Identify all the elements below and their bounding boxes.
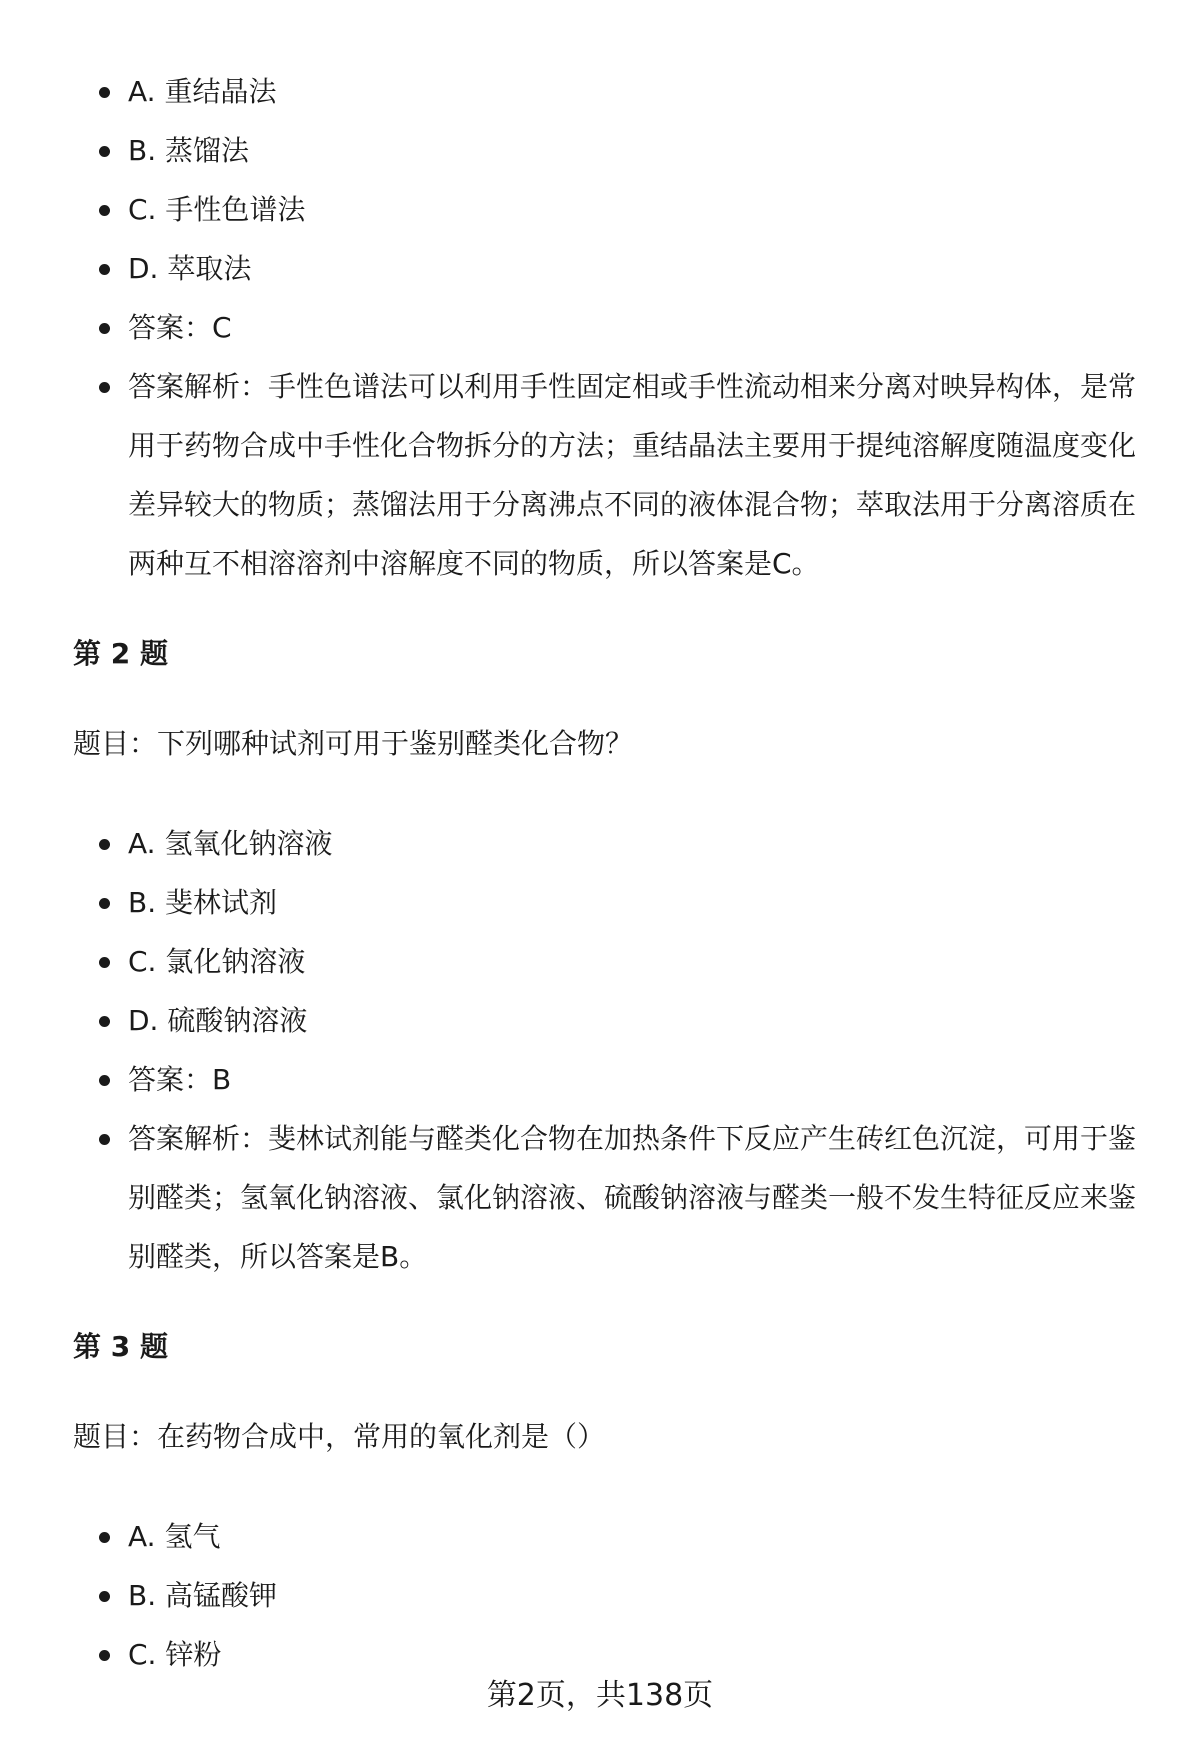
q2-title: 第 2 题: [73, 637, 168, 670]
q3-option-a: A. 氢气: [73, 1507, 1153, 1566]
q3-stem: 题目：在药物合成中，常用的氧化剂是（）: [73, 1420, 606, 1453]
q2-option-d: D. 硫酸钠溶液: [73, 991, 1153, 1050]
document-page: [73, 62, 1153, 1684]
q2-option-a: A. 氢氧化钠溶液: [73, 814, 1153, 873]
q1-option-b: B. 蒸馏法: [73, 121, 1153, 180]
q3-option-c: C. 锌粉: [73, 1625, 1153, 1684]
q1-option-a: A. 重结晶法: [73, 62, 1153, 121]
q3-option-b: B. 高锰酸钾: [73, 1566, 1153, 1625]
q2-stem: 题目：下列哪种试剂可用于鉴别醛类化合物？: [73, 727, 634, 760]
q1-options-list: [73, 62, 1153, 593]
q1-option-d: D. 萃取法: [73, 239, 1153, 298]
q2-explanation: 答案解析：斐林试剂能与醛类化合物在加热条件下反应产生砖红色沉淀，可用于鉴别醛类；氢氧化钠溶液、氯化钠溶液、硫酸钠溶液与醛类一般不发生特征反应来鉴别醛类，所以答案是B。: [73, 1109, 1153, 1286]
q1-option-c: C. 手性色谱法: [73, 180, 1153, 239]
q2-answer: 答案：B: [73, 1050, 1153, 1109]
q2-options-list: [73, 814, 1153, 1286]
q2-option-c: C. 氯化钠溶液: [73, 932, 1153, 991]
q2-option-b: B. 斐林试剂: [73, 873, 1153, 932]
q1-answer: 答案：C: [73, 298, 1153, 357]
q3-title: 第 3 题: [73, 1330, 168, 1363]
q3-options-list: [73, 1507, 1153, 1684]
q1-explanation: 答案解析：手性色谱法可以利用手性固定相或手性流动相来分离对映异构体，是常用于药物合成中手性化合物拆分的方法；重结晶法主要用于提纯溶解度随温度变化差异较大的物质；蒸馏法用于分离沸点不同的液体混合物；萃取法用于分离溶质在两种互不相溶溶剂中溶解度不同的物质，所以答案是C。: [73, 357, 1153, 593]
page-number-footer: 第2页，共138页: [486, 1678, 714, 1713]
